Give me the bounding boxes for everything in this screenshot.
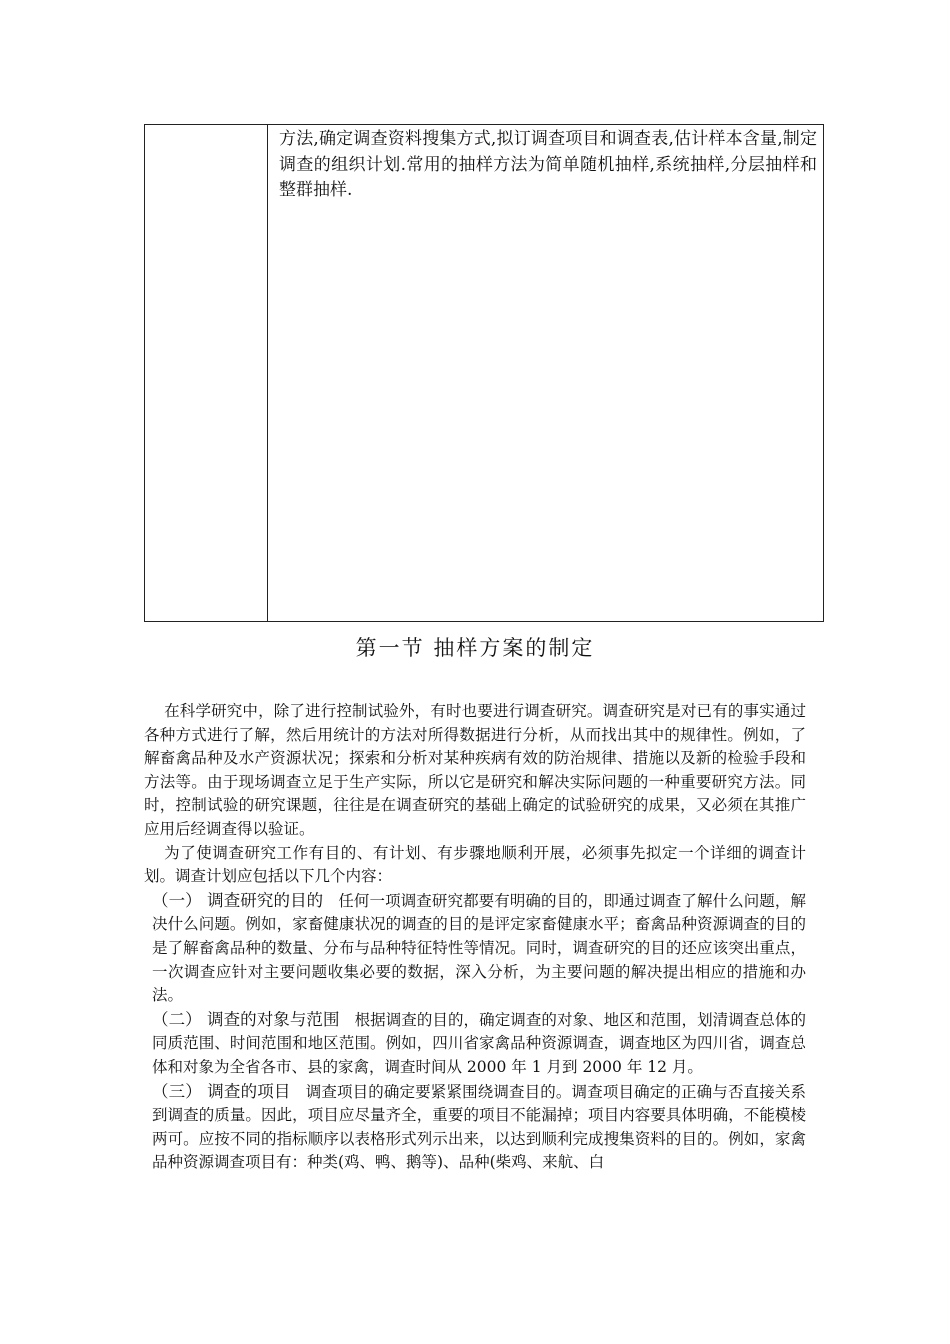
section-scope xyxy=(144,1008,806,1080)
heading-purpose: （一） 调查研究的目的 xyxy=(152,890,324,910)
section-items xyxy=(144,1080,806,1175)
section-purpose xyxy=(144,889,806,1008)
text-scope: 根据调查的目的，确定调查的对象、地区和范围，划清调查总体的同质范围、时间范围和地区范围。例如，四川省家禽品种资源调查，调查地区为四川省，调查总体和对象为全省各市、县的家禽，调查时间从 2000 年 1 月到 2000 年 12 月。 xyxy=(152,1010,807,1076)
heading-scope: （二） 调查的对象与范围 xyxy=(152,1009,340,1029)
text-purpose: 任何一项调查研究都要有明确的目的，即通过调查了解什么问题，解决什么问题。例如，家畜健康状况的调查的目的是评定家畜健康水平；畜禽品种资源调查的目的是了解畜禽品种的数量、分布与品种特征特性等情况。同时，调查研究的目的还应该突出重点，一次调查应针对主要问题收集必要的数据，深入分析，为主要问题的解决提出相应的措施和办法。 xyxy=(152,891,806,1005)
content-table xyxy=(144,124,824,622)
section-title: 第一节 抽样方案的制定 xyxy=(355,636,595,660)
paragraph-plan: 为了使调查研究工作有目的、有计划、有步骤地顺利开展，必须事先拟定一个详细的调查计划。调查计划应包括以下几个内容： xyxy=(144,843,806,886)
body-text xyxy=(144,700,806,1175)
text-items: 调查项目的确定要紧紧围绕调查目的。调查项目确定的正确与否直接关系到调查的质量。因此，项目应尽量齐全，重要的项目不能漏掉；项目内容要具体明确，不能模棱两可。应按不同的指标顺序以表格形式列示出来，以达到顺利完成搜集资料的目的。例如，家禽品种资源调查项目有：种类(鸡、鸭、鹅等)、品种(柴鸡、来航、白 xyxy=(152,1082,806,1172)
heading-items: （三） 调查的项目 xyxy=(152,1081,291,1101)
paragraph-intro: 在科学研究中，除了进行控制试验外，有时也要进行调查研究。调查研究是对已有的事实通过各种方式进行了解，然后用统计的方法对所得数据进行分析，从而找出其中的规律性。例如，了解畜禽品种及水产资源状况；探索和分析对某种疾病有效的防治规律、措施以及新的检验手段和方法等。由于现场调查立足于生产实际，所以它是研究和解决实际问题的一种重要研究方法。同时，控制试验的研究课题，往往是在调查研究的基础上确定的试验研究的成果，又必须在其推广应用后经调查得以验证。 xyxy=(144,702,806,838)
table-right-cell: 方法,确定调查资料搜集方式,拟订调查项目和调查表,估计样本含量,制定调查的组织计划.常用的抽样方法为简单随机抽样,系统抽样,分层抽样和整群抽样. xyxy=(279,129,817,200)
table-left-cell xyxy=(145,125,268,621)
